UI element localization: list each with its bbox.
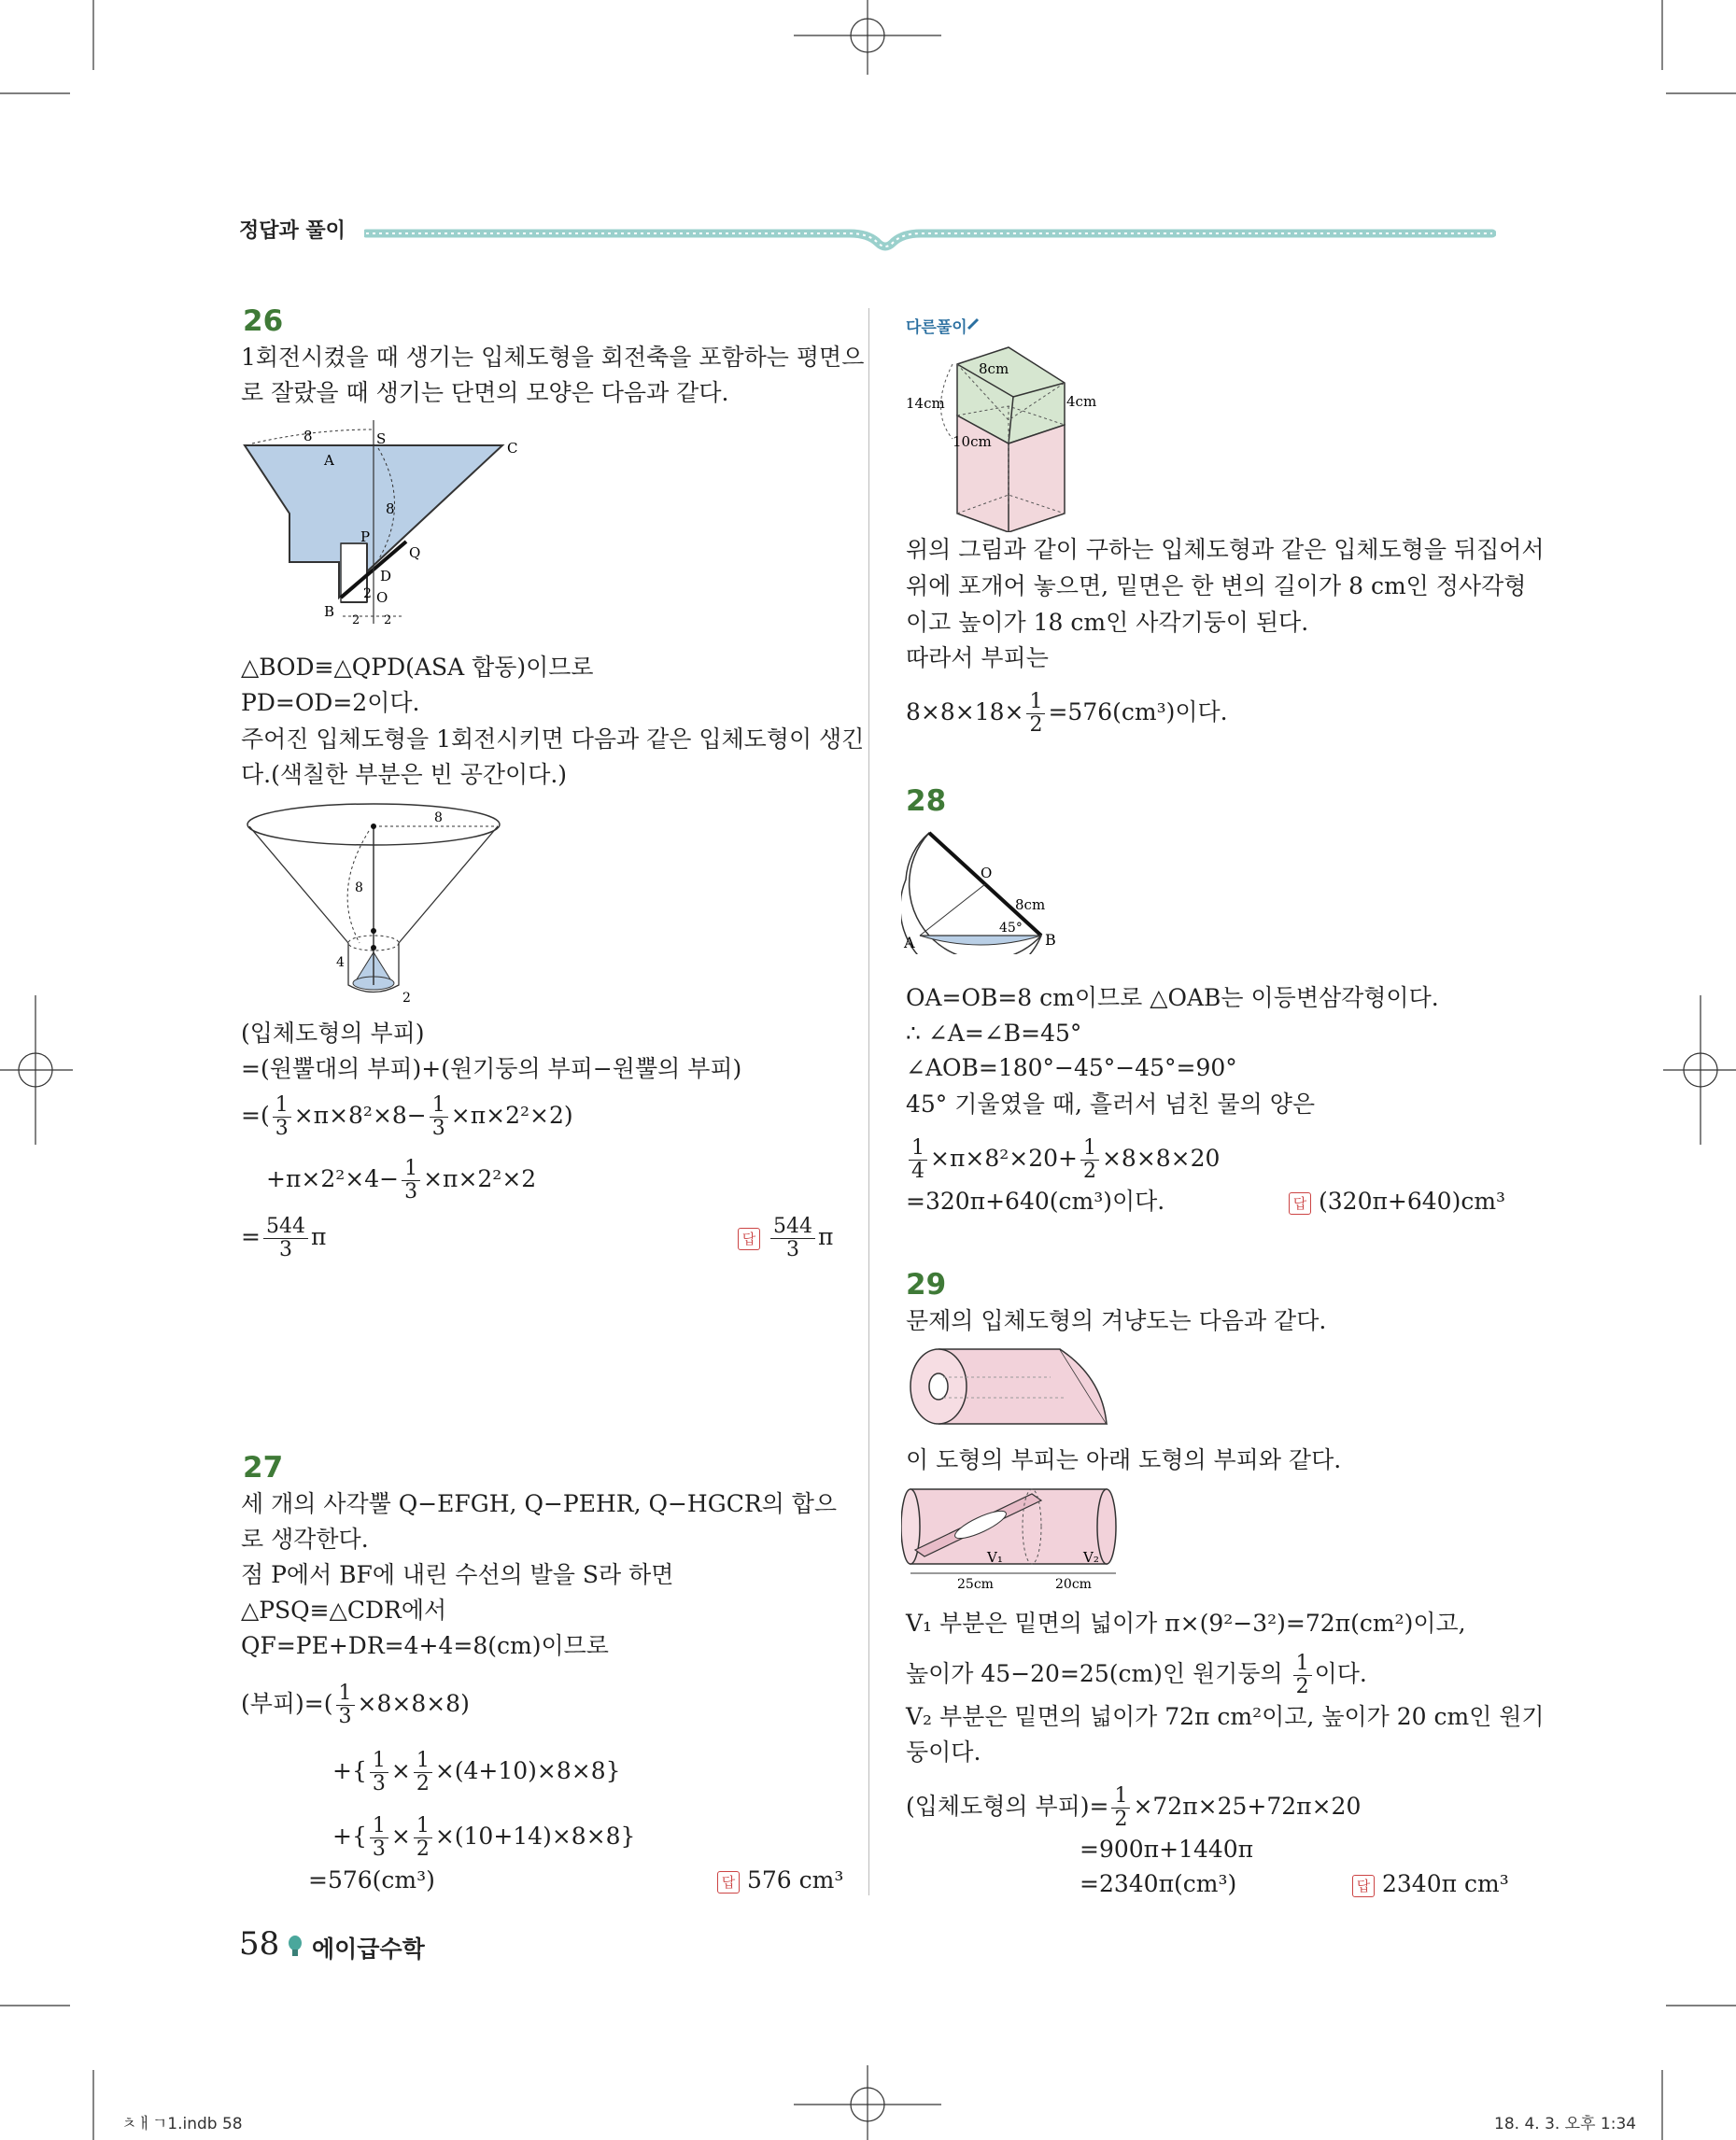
text-line: V₁ 부분은 밑면의 넓이가 π×(9²−3²)=72π(cm²)이고, xyxy=(906,1610,1466,1637)
fraction: $\frac{1}{2}$ xyxy=(414,1815,432,1861)
page-number: 58 xyxy=(239,1925,280,1963)
fig-label: 8cm xyxy=(1015,896,1046,913)
fig-label: S xyxy=(376,430,387,447)
fig-label: D xyxy=(380,568,392,584)
fig-label: 8 xyxy=(303,428,313,444)
fig-label: 14cm xyxy=(906,395,945,412)
file-slug: ㅊㅐㄱ1.indb 58 xyxy=(121,2115,243,2133)
text-line: △BOD≡△QPD(ASA 합동)이므로 xyxy=(241,654,594,681)
fraction: $\frac{1}{2}$ xyxy=(1293,1653,1312,1698)
text-line: 주어진 입체도형을 1회전시키면 다음과 같은 입체도형이 생긴 xyxy=(241,725,865,753)
fig-label: B xyxy=(1045,931,1056,949)
header-rule xyxy=(364,220,1496,258)
formula-line: 높이가 45−20=25(cm)인 원기둥의 $\frac{1}{2}$ 이다. xyxy=(906,1652,1367,1698)
fraction: $\frac{1}{2}$ xyxy=(1111,1785,1130,1831)
fig-label: 2 xyxy=(363,586,372,601)
formula-line: $\frac{1}{4}$ ×π×8²×20+ $\frac{1}{2}$ ×8×8×20 xyxy=(906,1137,1220,1183)
text-line: 로 잘랐을 때 생기는 단면의 모양은 다음과 같다. xyxy=(241,379,729,406)
fig-label: V₁ xyxy=(987,1549,1003,1566)
pencil-icon xyxy=(967,317,980,331)
answer-27: 답 576 cm³ xyxy=(717,1865,843,1896)
fig-label: 2 xyxy=(384,613,392,627)
text-line: △PSQ≡△CDR에서 xyxy=(241,1597,447,1624)
formula-line: +{ $\frac{1}{3}$ × $\frac{1}{2}$ ×(4+10)×8×8} xyxy=(332,1749,621,1795)
formula-line: (부피)=( $\frac{1}{3}$ ×8×8×8) xyxy=(241,1682,470,1728)
fraction: $\frac{1}{3}$ xyxy=(402,1158,420,1204)
fig-label: 2 xyxy=(352,613,360,627)
text-line: 따라서 부피는 xyxy=(906,644,1049,671)
text-line: 문제의 입체도형의 겨냥도는 다음과 같다. xyxy=(906,1307,1327,1334)
text-line: ∴ ∠A=∠B=45° xyxy=(906,1020,1082,1047)
text-line: PD=OD=2이다. xyxy=(241,689,420,716)
fig-label: 45° xyxy=(999,921,1023,936)
fraction: $\frac{1}{4}$ xyxy=(909,1137,927,1183)
text-line: 이고 높이가 18 cm인 사각기둥이 된다. xyxy=(906,609,1309,636)
fig-label: A xyxy=(904,934,915,951)
fig-label: 8 xyxy=(434,810,443,825)
lightbulb-icon xyxy=(286,1935,304,1959)
text-line: 위의 그림과 같이 구하는 입체도형과 같은 입체도형을 뒤집어서 xyxy=(906,536,1545,563)
answer-29: 답 2340π cm³ xyxy=(1352,1868,1509,1900)
fraction: $\frac{1}{3}$ xyxy=(273,1094,291,1140)
fig-label: 8cm xyxy=(979,360,1009,377)
fig-label: 25cm xyxy=(957,1577,994,1592)
fig-label: 8 xyxy=(386,500,395,517)
fig-label: O xyxy=(981,865,993,881)
fig-label: P xyxy=(360,528,371,545)
cylinder-volume-figure xyxy=(901,1480,1153,1592)
date-slug: 18. 4. 3. 오후 1:34 xyxy=(1494,2115,1637,2133)
fraction: $\frac{1}{3}$ xyxy=(430,1094,448,1140)
text-line: 1회전시켰을 때 생기는 입체도형을 회전축을 포함하는 평면으 xyxy=(241,344,865,371)
fraction: $\frac{1}{3}$ xyxy=(370,1750,388,1795)
formula-line: +{ $\frac{1}{3}$ × $\frac{1}{2}$ ×(10+14)×8×8} xyxy=(332,1814,636,1861)
fraction: $\frac{1}{2}$ xyxy=(1080,1137,1099,1183)
text-line: (입체도형의 부피) xyxy=(241,1020,425,1047)
fraction: $\frac{1}{3}$ xyxy=(370,1815,388,1861)
fig-label: A xyxy=(324,452,334,469)
text-line: 세 개의 사각뿔 Q−EFGH, Q−PEHR, Q−HGCR의 합으 xyxy=(241,1490,838,1517)
fraction: $\frac{1}{2}$ xyxy=(414,1750,432,1795)
text-line: QF=PE+DR=4+4=8(cm)이므로 xyxy=(241,1632,609,1659)
alt-solution-badge: 다른풀이 xyxy=(906,318,967,337)
formula-line: (입체도형의 부피)= $\frac{1}{2}$ ×72π×25+72π×20 xyxy=(906,1784,1362,1831)
formula-line: =900π+1440π xyxy=(1080,1836,1254,1863)
text-line: 이 도형의 부피는 아래 도형의 부피와 같다. xyxy=(906,1446,1342,1473)
section-title: 정답과 풀이 xyxy=(239,219,346,243)
problem-number-29: 29 xyxy=(906,1268,947,1302)
fig-label: B xyxy=(324,603,335,620)
result-line: =2340π(cm³) xyxy=(1080,1870,1237,1897)
fig-label: 4 xyxy=(336,955,345,970)
prism-figure xyxy=(906,336,1130,532)
fig-label: V₂ xyxy=(1083,1549,1099,1566)
result-line: =320π+640(cm³)이다. xyxy=(906,1188,1165,1215)
answer-26: 답 $\frac{544}{3}$ π xyxy=(738,1216,833,1261)
fig-label: Q xyxy=(409,544,421,561)
text-line: 둥이다. xyxy=(906,1739,981,1766)
fraction: $\frac{544}{3}$ xyxy=(263,1216,308,1261)
brand-name: 에이급수학 xyxy=(312,1936,425,1963)
problem-number-28: 28 xyxy=(906,784,947,818)
fig-label: 4cm xyxy=(1066,393,1097,410)
fig-label: 10cm xyxy=(953,433,992,450)
answer-28: 답 (320π+640)cm³ xyxy=(1289,1186,1505,1218)
solid-figure xyxy=(238,798,518,1013)
text-line: 점 P에서 BF에 내린 수선의 발을 S라 하면 xyxy=(241,1561,674,1588)
text-line: 45° 기울였을 때, 흘러서 넘친 물의 양은 xyxy=(906,1091,1316,1118)
formula-line: +π×2²×4− $\frac{1}{3}$ ×π×2²×2 xyxy=(266,1157,537,1204)
result-line: =576(cm³) xyxy=(308,1866,435,1894)
result-line: = $\frac{544}{3}$ π xyxy=(241,1215,327,1261)
formula-line: 8×8×18× $\frac{1}{2}$ =576(cm³)이다. xyxy=(906,690,1228,737)
fraction: $\frac{544}{3}$ xyxy=(770,1216,815,1261)
fig-label: 2 xyxy=(402,991,411,1006)
problem-number-26: 26 xyxy=(243,304,284,338)
cross-section-figure xyxy=(238,420,537,630)
text-line: 위에 포개어 놓으면, 밑면은 한 변의 길이가 8 cm인 정사각형 xyxy=(906,572,1527,599)
fig-label: O xyxy=(376,589,388,606)
fraction: $\frac{1}{3}$ xyxy=(336,1682,355,1728)
text-line: OA=OB=8 cm이므로 △OAB는 이등변삼각형이다. xyxy=(906,984,1439,1011)
fig-label: 8 xyxy=(355,880,363,895)
text-line: ∠AOB=180°−45°−45°=90° xyxy=(906,1054,1237,1081)
text-line: V₂ 부분은 밑면의 넓이가 72π cm²이고, 높이가 20 cm인 원기 xyxy=(906,1703,1545,1730)
text-line: =(원뿔대의 부피)+(원기둥의 부피−원뿔의 부피) xyxy=(241,1055,742,1082)
cut-cylinder-figure xyxy=(901,1340,1116,1433)
text-line: 로 생각한다. xyxy=(241,1526,369,1553)
semicircle-figure xyxy=(901,824,1069,954)
column-divider xyxy=(868,308,869,1895)
fig-label: 20cm xyxy=(1055,1577,1092,1592)
fraction: $\frac{1}{2}$ xyxy=(1026,691,1045,737)
text-line: 다.(색칠한 부분은 빈 공간이다.) xyxy=(241,761,568,788)
problem-number-27: 27 xyxy=(243,1451,284,1485)
fig-label: C xyxy=(507,440,518,457)
formula-line: =( $\frac{1}{3}$ ×π×8²×8− $\frac{1}{3}$ ×π×2²×2) xyxy=(241,1093,573,1140)
